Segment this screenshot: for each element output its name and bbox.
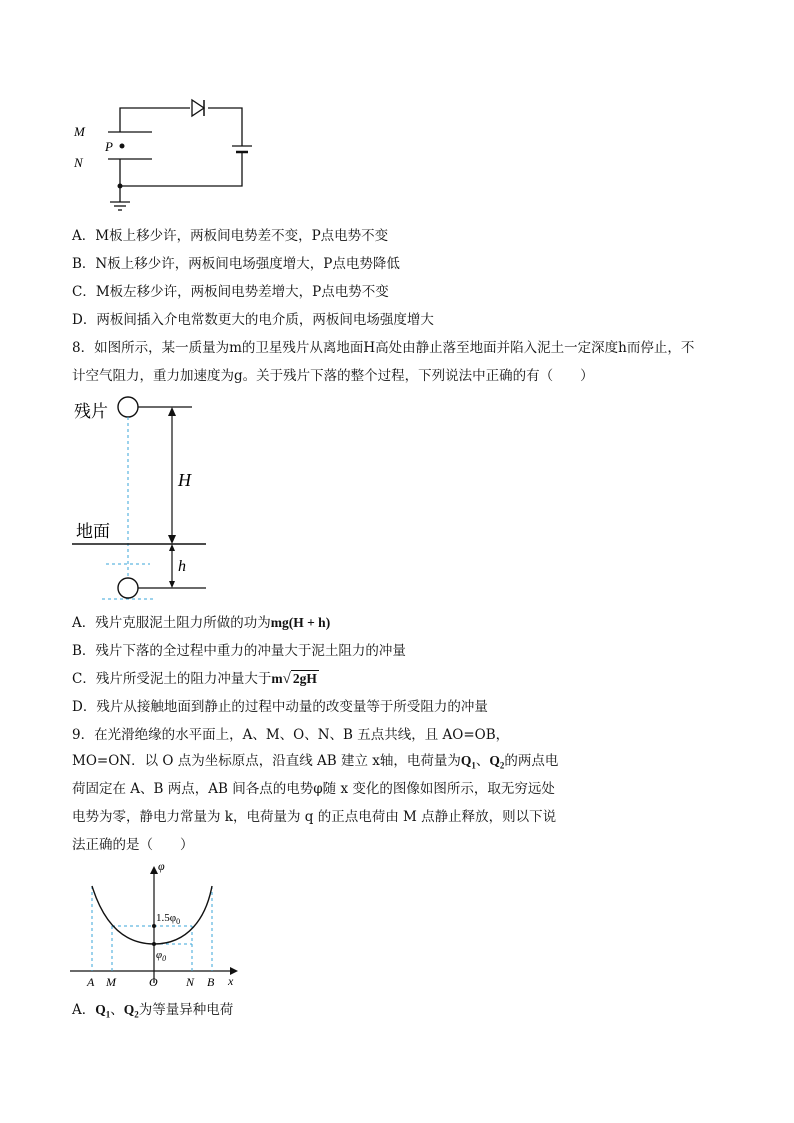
q8-option-a	[72, 613, 330, 633]
label-n: N	[74, 155, 83, 170]
label-p: P	[105, 139, 113, 154]
label-1-5-phi0: $1.5\varphi_0$	[156, 912, 181, 926]
q8-option-b: B．残片下落的全过程中重力的冲量大于泥土阻力的冲量	[72, 643, 406, 659]
q9-option-a-q1: Q	[95, 1002, 106, 1017]
label-m: M	[74, 124, 85, 139]
q9-line2-b: 的两点电	[504, 753, 559, 769]
q9-line2	[72, 751, 558, 776]
label-h-small: h	[178, 558, 186, 575]
q8-option-c: C．残片所受泥土的阻力冲量大于m√ 2gH	[72, 671, 317, 687]
label-o: O	[149, 975, 158, 989]
label-a: A	[87, 975, 95, 989]
q9-option-a-suffix: 为等量异种电荷	[138, 1002, 234, 1018]
q7-option-d: D．两板间插入介电常数更大的电介质，两板间电场强度增大	[72, 312, 434, 328]
q9-option-a	[72, 1000, 233, 1025]
q7-option-c: C．M板左移少许，两板间电势差增大，P点电势不变	[72, 284, 389, 300]
point-p	[120, 144, 125, 149]
diode-icon	[192, 100, 204, 116]
label-fragment: 残片	[74, 402, 108, 422]
fragment-bottom-circle	[118, 578, 138, 598]
q9-q1: Q	[460, 753, 472, 768]
q9-line3: 荷固定在 A、B 两点，AB 间各点的电势φ随 x 变化的图像如图所示，取无穷远处	[72, 781, 555, 797]
q8-stem-line2: 计空气阻力，重力加速度为g。关于残片下落的整个过程，下列说法中正确的有（ ）	[72, 368, 594, 384]
q8-option-a-text: A．残片克服泥土阻力所做的功为	[72, 615, 271, 631]
potential-graph-figure	[70, 858, 242, 990]
falling-fragment-figure	[72, 392, 222, 602]
q8-option-c-m: m	[271, 671, 283, 686]
fragment-top-circle	[118, 397, 138, 417]
potential-curve	[92, 886, 212, 944]
q9-line5: 法正确的是（ ）	[72, 837, 194, 853]
q9-option-a-q1-sub: 1	[105, 1009, 111, 1020]
label-h-big: H	[178, 470, 191, 490]
label-phi0: $\varphi_0$	[156, 949, 167, 963]
q8-option-c-sqrt: 2gH	[292, 671, 317, 686]
q7-option-b: B．N板上移少许，两板间电场强度增大，P点电势降低	[72, 256, 400, 272]
q9-line2-a: MO=ON．以 O 点为坐标原点，沿直线 AB 建立 x轴，电荷量为	[72, 753, 461, 769]
q8-option-d: D．残片从接触地面到静止的过程中动量的改变量等于所受阻力的冲量	[72, 699, 488, 715]
q9-q2: Q	[489, 753, 500, 768]
q9-option-a-q2: Q	[123, 1002, 135, 1017]
q9-line1: 9．在光滑绝缘的水平面上，A、M、O、N、B 五点共线，且 AO=OB，	[72, 727, 510, 743]
label-x-axis: x	[228, 974, 234, 988]
label-b: B	[207, 975, 215, 989]
q8-option-c-text: C．残片所受泥土的阻力冲量大于	[72, 671, 272, 687]
label-phi-axis: φ	[158, 859, 165, 873]
capacitor-circuit-figure	[70, 96, 260, 221]
label-ground: 地面	[76, 522, 110, 542]
q8-option-a-formula: mg(H + h)	[270, 615, 331, 630]
label-n-point: N	[186, 975, 195, 989]
q9-option-a-q2-sub: 2	[134, 1009, 139, 1020]
q9-sep: 、	[475, 753, 490, 769]
q9-option-a-sep: 、	[110, 1002, 124, 1018]
q9-line4: 电势为零，静电力常量为 k，电荷量为 q 的正点电荷由 M 点静止释放，则以下说	[72, 809, 557, 825]
q8-stem-line1: 8．如图所示，某一质量为m的卫星残片从离地面H高处由静止落至地面并陷入泥土一定深度h而停止，不	[72, 340, 695, 356]
q9-option-a-prefix: A．	[72, 1002, 96, 1018]
q9-q2-sub: 2	[499, 760, 505, 771]
q9-q1-sub: 1	[471, 760, 476, 771]
label-m-point: M	[106, 975, 116, 989]
q7-option-a: A．M板上移少许，两板间电势差不变，P点电势不变	[72, 228, 389, 244]
